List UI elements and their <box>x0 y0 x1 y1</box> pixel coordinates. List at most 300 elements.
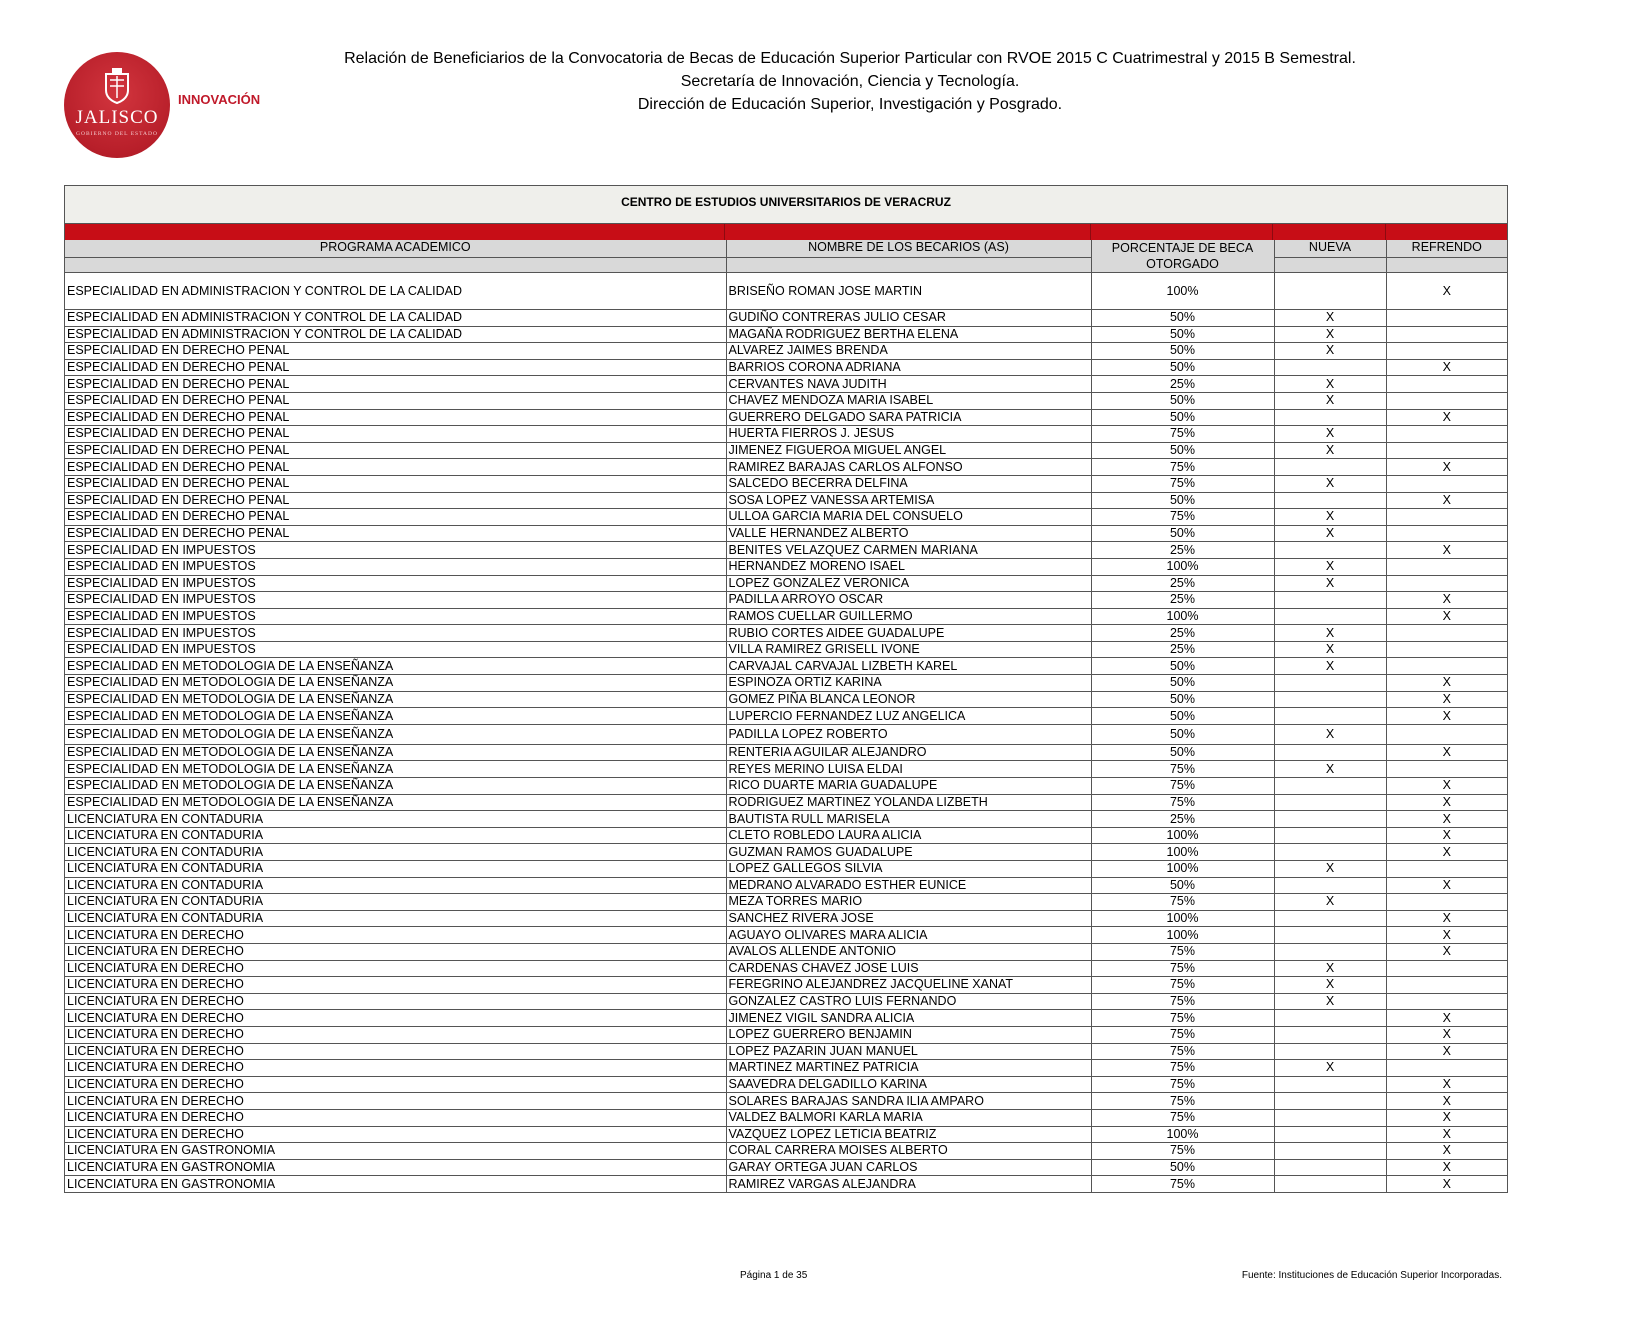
cell-porcentaje: 75% <box>1091 1176 1274 1193</box>
cell-nombre: LOPEZ PAZARIN JUAN MANUEL <box>726 1043 1091 1060</box>
cell-porcentaje: 75% <box>1091 943 1274 960</box>
cell-programa: LICENCIATURA EN CONTADURIA <box>65 877 726 894</box>
table-row <box>65 509 1507 526</box>
cell-refrendo: X <box>1386 459 1507 476</box>
cell-nombre: SALCEDO BECERRA DELFINA <box>726 475 1091 492</box>
cell-nueva: X <box>1274 761 1386 778</box>
cell-nombre: JIMENEZ FIGUEROA MIGUEL ANGEL <box>726 442 1091 459</box>
cell-programa: LICENCIATURA EN DERECHO <box>65 1026 726 1043</box>
cell-refrendo <box>1386 376 1507 393</box>
table-row <box>65 525 1507 542</box>
cell-nombre: RENTERIA AGUILAR ALEJANDRO <box>726 744 1091 761</box>
cell-porcentaje: 100% <box>1091 1126 1274 1143</box>
table-row <box>65 1176 1507 1193</box>
cell-refrendo <box>1386 724 1507 744</box>
cell-nombre: MAGAÑA RODRIGUEZ BERTHA ELENA <box>726 326 1091 343</box>
cell-nombre: BENITES VELAZQUEZ CARMEN MARIANA <box>726 542 1091 559</box>
cell-programa: LICENCIATURA EN DERECHO <box>65 1093 726 1110</box>
cell-nombre: SANCHEZ RIVERA JOSE <box>726 910 1091 927</box>
cell-programa: LICENCIATURA EN GASTRONOMIA <box>65 1143 726 1160</box>
cell-porcentaje: 100% <box>1091 608 1274 625</box>
cell-programa: ESPECIALIDAD EN IMPUESTOS <box>65 608 726 625</box>
table-row <box>65 542 1507 559</box>
cell-refrendo <box>1386 426 1507 443</box>
cell-nombre: LUPERCIO FERNANDEZ LUZ ANGELICA <box>726 708 1091 725</box>
cell-refrendo <box>1386 575 1507 592</box>
cell-porcentaje: 50% <box>1091 326 1274 343</box>
cell-programa: ESPECIALIDAD EN IMPUESTOS <box>65 625 726 642</box>
cell-nueva <box>1274 943 1386 960</box>
cell-nombre: SOSA LOPEZ VANESSA ARTEMISA <box>726 492 1091 509</box>
cell-refrendo <box>1386 525 1507 542</box>
cell-nombre: VALDEZ BALMORI KARLA MARIA <box>726 1109 1091 1126</box>
cell-nueva <box>1274 542 1386 559</box>
cell-porcentaje: 75% <box>1091 894 1274 911</box>
cell-nueva <box>1274 409 1386 426</box>
cell-porcentaje: 100% <box>1091 927 1274 944</box>
cell-porcentaje: 25% <box>1091 542 1274 559</box>
cell-nombre: MARTINEZ MARTINEZ PATRICIA <box>726 1060 1091 1077</box>
cell-porcentaje: 50% <box>1091 1159 1274 1176</box>
cell-nombre: MEDRANO ALVARADO ESTHER EUNICE <box>726 877 1091 894</box>
cell-programa: ESPECIALIDAD EN DERECHO PENAL <box>65 426 726 443</box>
cell-nombre: GOMEZ PIÑA BLANCA LEONOR <box>726 691 1091 708</box>
cell-porcentaje: 100% <box>1091 558 1274 575</box>
cell-refrendo <box>1386 326 1507 343</box>
cell-nueva <box>1274 1093 1386 1110</box>
cell-porcentaje: 25% <box>1091 641 1274 658</box>
table-row <box>65 794 1507 811</box>
cell-porcentaje: 75% <box>1091 960 1274 977</box>
table-row <box>65 442 1507 459</box>
cell-nombre: HERNANDEZ MORENO ISAEL <box>726 558 1091 575</box>
cell-programa: ESPECIALIDAD EN METODOLOGIA DE LA ENSEÑANZA <box>65 675 726 692</box>
page-number: Página 1 de 35 <box>740 1270 808 1281</box>
col-header-programa: PROGRAMA ACADEMICO <box>65 240 726 257</box>
table-row <box>65 811 1507 828</box>
cell-nueva: X <box>1274 475 1386 492</box>
cell-porcentaje: 75% <box>1091 1093 1274 1110</box>
table-row <box>65 691 1507 708</box>
table-row <box>65 409 1507 426</box>
cell-refrendo <box>1386 960 1507 977</box>
beneficiaries-table <box>65 240 1507 1193</box>
cell-nueva <box>1274 1176 1386 1193</box>
cell-nombre: GONZALEZ CASTRO LUIS FERNANDO <box>726 993 1091 1010</box>
red-band <box>65 224 1507 240</box>
cell-programa: ESPECIALIDAD EN METODOLOGIA DE LA ENSEÑANZA <box>65 761 726 778</box>
cell-programa: ESPECIALIDAD EN METODOLOGIA DE LA ENSEÑANZA <box>65 658 726 675</box>
cell-refrendo <box>1386 658 1507 675</box>
cell-nombre: RODRIGUEZ MARTINEZ YOLANDA LIZBETH <box>726 794 1091 811</box>
table-row <box>65 459 1507 476</box>
cell-programa: LICENCIATURA EN CONTADURIA <box>65 861 726 878</box>
table-row <box>65 658 1507 675</box>
cell-refrendo <box>1386 761 1507 778</box>
cell-refrendo <box>1386 1060 1507 1077</box>
cell-nombre: RAMIREZ BARAJAS CARLOS ALFONSO <box>726 459 1091 476</box>
cell-programa: LICENCIATURA EN CONTADURIA <box>65 811 726 828</box>
cell-nueva <box>1274 1109 1386 1126</box>
cell-nueva <box>1274 778 1386 795</box>
cell-refrendo <box>1386 861 1507 878</box>
table-header-spacer <box>65 257 1507 272</box>
cell-nueva <box>1274 1026 1386 1043</box>
cell-programa: LICENCIATURA EN DERECHO <box>65 1109 726 1126</box>
cell-nombre: ULLOA GARCIA MARIA DEL CONSUELO <box>726 509 1091 526</box>
cell-nueva: X <box>1274 575 1386 592</box>
table-row <box>65 1159 1507 1176</box>
cell-refrendo: X <box>1386 592 1507 609</box>
cell-nombre: AVALOS ALLENDE ANTONIO <box>726 943 1091 960</box>
cell-refrendo: X <box>1386 1176 1507 1193</box>
col-header-refrendo: REFRENDO <box>1386 240 1507 257</box>
cell-nueva <box>1274 1010 1386 1027</box>
cell-refrendo: X <box>1386 844 1507 861</box>
cell-nueva: X <box>1274 960 1386 977</box>
table-row <box>65 844 1507 861</box>
table-row <box>65 625 1507 642</box>
cell-programa: LICENCIATURA EN DERECHO <box>65 993 726 1010</box>
title-line-2: Secretaría de Innovación, Ciencia y Tecnología. <box>680 73 1020 90</box>
cell-porcentaje: 50% <box>1091 492 1274 509</box>
cell-refrendo: X <box>1386 691 1507 708</box>
cell-porcentaje: 75% <box>1091 1143 1274 1160</box>
cell-nueva <box>1274 1126 1386 1143</box>
cell-nombre: HUERTA FIERROS J. JESUS <box>726 426 1091 443</box>
table-row <box>65 943 1507 960</box>
cell-programa: ESPECIALIDAD EN IMPUESTOS <box>65 641 726 658</box>
cell-refrendo: X <box>1386 542 1507 559</box>
cell-nombre: GUERRERO DELGADO SARA PATRICIA <box>726 409 1091 426</box>
cell-nueva: X <box>1274 658 1386 675</box>
cell-programa: ESPECIALIDAD EN DERECHO PENAL <box>65 392 726 409</box>
cell-porcentaje: 75% <box>1091 1043 1274 1060</box>
cell-nueva <box>1274 1159 1386 1176</box>
cell-refrendo: X <box>1386 744 1507 761</box>
cell-programa: LICENCIATURA EN DERECHO <box>65 927 726 944</box>
cell-porcentaje: 25% <box>1091 592 1274 609</box>
cell-porcentaje: 75% <box>1091 977 1274 994</box>
col-header-porcentaje-line1: PORCENTAJE DE BECA <box>1111 241 1254 255</box>
cell-nombre: BAUTISTA RULL MARISELA <box>726 811 1091 828</box>
table-row <box>65 1026 1507 1043</box>
cell-nueva <box>1274 708 1386 725</box>
brand-innovacion: INNOVACIÓN <box>178 92 261 107</box>
table-row <box>65 1043 1507 1060</box>
col-header-nueva: NUEVA <box>1274 240 1386 257</box>
cell-nueva: X <box>1274 625 1386 642</box>
table-row <box>65 641 1507 658</box>
cell-nueva: X <box>1274 1060 1386 1077</box>
cell-programa: LICENCIATURA EN CONTADURIA <box>65 827 726 844</box>
cell-nueva <box>1274 927 1386 944</box>
cell-nueva <box>1274 359 1386 376</box>
table-row <box>65 558 1507 575</box>
logo-subtext: GOBIERNO DEL ESTADO <box>76 131 158 137</box>
cell-nombre: RAMIREZ VARGAS ALEJANDRA <box>726 1176 1091 1193</box>
cell-nueva <box>1274 1043 1386 1060</box>
cell-refrendo <box>1386 558 1507 575</box>
cell-nueva <box>1274 877 1386 894</box>
table-row <box>65 343 1507 360</box>
cell-refrendo <box>1386 641 1507 658</box>
cell-programa: ESPECIALIDAD EN METODOLOGIA DE LA ENSEÑANZA <box>65 724 726 744</box>
cell-refrendo: X <box>1386 811 1507 828</box>
cell-refrendo <box>1386 343 1507 360</box>
cell-nombre: VAZQUEZ LOPEZ LETICIA BEATRIZ <box>726 1126 1091 1143</box>
cell-nueva <box>1274 675 1386 692</box>
cell-programa: ESPECIALIDAD EN IMPUESTOS <box>65 592 726 609</box>
table-row <box>65 392 1507 409</box>
cell-refrendo: X <box>1386 1076 1507 1093</box>
cell-nombre: LOPEZ GUERRERO BENJAMIN <box>726 1026 1091 1043</box>
table-row <box>65 326 1507 343</box>
cell-porcentaje: 50% <box>1091 442 1274 459</box>
cell-nombre: LOPEZ GONZALEZ VERONICA <box>726 575 1091 592</box>
cell-porcentaje: 75% <box>1091 794 1274 811</box>
cell-programa: LICENCIATURA EN DERECHO <box>65 1076 726 1093</box>
col-header-nombre: NOMBRE DE LOS BECARIOS (AS) <box>726 240 1091 257</box>
table-row <box>65 1109 1507 1126</box>
cell-porcentaje: 75% <box>1091 1109 1274 1126</box>
cell-porcentaje: 75% <box>1091 761 1274 778</box>
cell-nueva: X <box>1274 525 1386 542</box>
table-row <box>65 1076 1507 1093</box>
cell-refrendo: X <box>1386 794 1507 811</box>
cell-nombre: BRISEÑO ROMAN JOSE MARTIN <box>726 273 1091 310</box>
cell-nombre: FEREGRINO ALEJANDREZ JACQUELINE XANAT <box>726 977 1091 994</box>
cell-porcentaje: 75% <box>1091 426 1274 443</box>
table-row <box>65 359 1507 376</box>
cell-refrendo <box>1386 509 1507 526</box>
cell-programa: ESPECIALIDAD EN IMPUESTOS <box>65 542 726 559</box>
cell-nombre: GARAY ORTEGA JUAN CARLOS <box>726 1159 1091 1176</box>
cell-porcentaje: 75% <box>1091 778 1274 795</box>
logo-name: JALISCO <box>75 107 159 128</box>
cell-programa: ESPECIALIDAD EN IMPUESTOS <box>65 558 726 575</box>
cell-nueva <box>1274 1143 1386 1160</box>
cell-refrendo <box>1386 894 1507 911</box>
cell-porcentaje: 75% <box>1091 1026 1274 1043</box>
cell-programa: LICENCIATURA EN DERECHO <box>65 1043 726 1060</box>
cell-programa: ESPECIALIDAD EN DERECHO PENAL <box>65 409 726 426</box>
cell-nombre: ESPINOZA ORTIZ KARINA <box>726 675 1091 692</box>
table-row <box>65 575 1507 592</box>
cell-porcentaje: 100% <box>1091 827 1274 844</box>
cell-nueva: X <box>1274 426 1386 443</box>
cell-nombre: CARDENAS CHAVEZ JOSE LUIS <box>726 960 1091 977</box>
cell-nueva: X <box>1274 724 1386 744</box>
cell-nueva <box>1274 744 1386 761</box>
institution-name: CENTRO DE ESTUDIOS UNIVERSITARIOS DE VERACRUZ <box>65 186 1507 224</box>
cell-nueva <box>1274 1076 1386 1093</box>
cell-nueva: X <box>1274 392 1386 409</box>
cell-programa: ESPECIALIDAD EN METODOLOGIA DE LA ENSEÑANZA <box>65 744 726 761</box>
cell-nombre: JIMENEZ VIGIL SANDRA ALICIA <box>726 1010 1091 1027</box>
cell-porcentaje: 50% <box>1091 675 1274 692</box>
cell-nueva <box>1274 273 1386 310</box>
cell-porcentaje: 75% <box>1091 509 1274 526</box>
cell-refrendo: X <box>1386 1026 1507 1043</box>
table-row <box>65 960 1507 977</box>
cell-nueva: X <box>1274 977 1386 994</box>
cell-porcentaje: 50% <box>1091 724 1274 744</box>
cell-nueva: X <box>1274 376 1386 393</box>
cell-refrendo: X <box>1386 675 1507 692</box>
cell-programa: LICENCIATURA EN CONTADURIA <box>65 894 726 911</box>
cell-porcentaje: 50% <box>1091 658 1274 675</box>
cell-programa: LICENCIATURA EN DERECHO <box>65 943 726 960</box>
cell-porcentaje: 25% <box>1091 376 1274 393</box>
table-row <box>65 426 1507 443</box>
cell-refrendo: X <box>1386 708 1507 725</box>
cell-nombre: VALLE HERNANDEZ ALBERTO <box>726 525 1091 542</box>
table-row <box>65 376 1507 393</box>
table-row <box>65 1010 1507 1027</box>
cell-programa: LICENCIATURA EN GASTRONOMIA <box>65 1176 726 1193</box>
cell-nombre: LOPEZ GALLEGOS SILVIA <box>726 861 1091 878</box>
table-row <box>65 608 1507 625</box>
cell-nueva <box>1274 794 1386 811</box>
cell-nueva <box>1274 459 1386 476</box>
cell-nueva <box>1274 910 1386 927</box>
cell-programa: LICENCIATURA EN CONTADURIA <box>65 844 726 861</box>
cell-refrendo <box>1386 475 1507 492</box>
cell-nombre: RICO DUARTE MARIA GUADALUPE <box>726 778 1091 795</box>
cell-refrendo <box>1386 442 1507 459</box>
cell-nueva <box>1274 492 1386 509</box>
table-row <box>65 592 1507 609</box>
cell-porcentaje: 50% <box>1091 877 1274 894</box>
table-row <box>65 475 1507 492</box>
cell-refrendo: X <box>1386 409 1507 426</box>
cell-programa: ESPECIALIDAD EN DERECHO PENAL <box>65 492 726 509</box>
source-note: Fuente: Instituciones de Educación Superior Incorporadas. <box>1241 1270 1502 1281</box>
jalisco-logo <box>64 52 170 158</box>
table-row <box>65 993 1507 1010</box>
cell-programa: ESPECIALIDAD EN ADMINISTRACION Y CONTROL DE LA CALIDAD <box>65 326 726 343</box>
cell-refrendo: X <box>1386 359 1507 376</box>
cell-porcentaje: 75% <box>1091 459 1274 476</box>
cell-nombre: SOLARES BARAJAS SANDRA ILIA AMPARO <box>726 1093 1091 1110</box>
cell-nombre: CORAL CARRERA MOISES ALBERTO <box>726 1143 1091 1160</box>
cell-nombre: VILLA RAMIREZ GRISELL IVONE <box>726 641 1091 658</box>
cell-refrendo: X <box>1386 1093 1507 1110</box>
table-row <box>65 273 1507 310</box>
cell-nombre: REYES MERINO LUISA ELDAI <box>726 761 1091 778</box>
cell-refrendo: X <box>1386 927 1507 944</box>
cell-porcentaje: 50% <box>1091 744 1274 761</box>
cell-nombre: RUBIO CORTES AIDEE GUADALUPE <box>726 625 1091 642</box>
cell-refrendo <box>1386 977 1507 994</box>
cell-porcentaje: 50% <box>1091 409 1274 426</box>
cell-programa: ESPECIALIDAD EN ADMINISTRACION Y CONTROL DE LA CALIDAD <box>65 310 726 327</box>
cell-refrendo <box>1386 625 1507 642</box>
cell-refrendo: X <box>1386 1159 1507 1176</box>
table-row <box>65 1143 1507 1160</box>
cell-porcentaje: 75% <box>1091 475 1274 492</box>
cell-nombre: AGUAYO OLIVARES MARA ALICIA <box>726 927 1091 944</box>
cell-nueva: X <box>1274 558 1386 575</box>
cell-refrendo: X <box>1386 608 1507 625</box>
cell-nueva <box>1274 844 1386 861</box>
table-row <box>65 977 1507 994</box>
cell-nombre: MEZA TORRES MARIO <box>726 894 1091 911</box>
cell-porcentaje: 50% <box>1091 359 1274 376</box>
col-header-porcentaje-line2: OTORGADO <box>1146 257 1219 271</box>
cell-porcentaje: 25% <box>1091 625 1274 642</box>
table-row <box>65 675 1507 692</box>
cell-nueva: X <box>1274 343 1386 360</box>
cell-nueva <box>1274 608 1386 625</box>
table-row <box>65 910 1507 927</box>
cell-porcentaje: 100% <box>1091 910 1274 927</box>
cell-programa: LICENCIATURA EN DERECHO <box>65 1126 726 1143</box>
cell-programa: ESPECIALIDAD EN METODOLOGIA DE LA ENSEÑANZA <box>65 794 726 811</box>
cell-refrendo <box>1386 310 1507 327</box>
cell-porcentaje: 50% <box>1091 310 1274 327</box>
table-row <box>65 861 1507 878</box>
cell-refrendo: X <box>1386 273 1507 310</box>
table-row <box>65 1060 1507 1077</box>
cell-programa: ESPECIALIDAD EN DERECHO PENAL <box>65 442 726 459</box>
table-row <box>65 778 1507 795</box>
cell-programa: ESPECIALIDAD EN DERECHO PENAL <box>65 376 726 393</box>
table-row <box>65 761 1507 778</box>
cell-programa: ESPECIALIDAD EN DERECHO PENAL <box>65 343 726 360</box>
cell-nueva: X <box>1274 509 1386 526</box>
table-row <box>65 894 1507 911</box>
cell-refrendo: X <box>1386 1109 1507 1126</box>
cell-refrendo: X <box>1386 827 1507 844</box>
cell-porcentaje: 100% <box>1091 861 1274 878</box>
cell-programa: ESPECIALIDAD EN DERECHO PENAL <box>65 459 726 476</box>
cell-porcentaje: 100% <box>1091 844 1274 861</box>
cell-nombre: CERVANTES NAVA JUDITH <box>726 376 1091 393</box>
table-row <box>65 744 1507 761</box>
cell-nombre: PADILLA LOPEZ ROBERTO <box>726 724 1091 744</box>
cell-nueva: X <box>1274 993 1386 1010</box>
cell-programa: ESPECIALIDAD EN IMPUESTOS <box>65 575 726 592</box>
cell-porcentaje: 50% <box>1091 691 1274 708</box>
cell-porcentaje: 75% <box>1091 1060 1274 1077</box>
cell-nombre: CLETO ROBLEDO LAURA ALICIA <box>726 827 1091 844</box>
table-row <box>65 310 1507 327</box>
cell-nombre: CARVAJAL CARVAJAL LIZBETH KAREL <box>726 658 1091 675</box>
cell-nueva: X <box>1274 641 1386 658</box>
cell-programa: LICENCIATURA EN CONTADURIA <box>65 910 726 927</box>
cell-nombre: PADILLA ARROYO OSCAR <box>726 592 1091 609</box>
cell-refrendo: X <box>1386 1010 1507 1027</box>
cell-programa: LICENCIATURA EN DERECHO <box>65 960 726 977</box>
beneficiaries-sheet <box>64 185 1508 1193</box>
cell-nombre: CHAVEZ MENDOZA MARIA ISABEL <box>726 392 1091 409</box>
cell-porcentaje: 50% <box>1091 525 1274 542</box>
cell-porcentaje: 75% <box>1091 993 1274 1010</box>
cell-nombre: GUDIÑO CONTRERAS JULIO CESAR <box>726 310 1091 327</box>
cell-nueva: X <box>1274 442 1386 459</box>
cell-programa: LICENCIATURA EN DERECHO <box>65 977 726 994</box>
cell-nueva: X <box>1274 894 1386 911</box>
cell-refrendo: X <box>1386 910 1507 927</box>
title-line-3: Dirección de Educación Superior, Investigación y Posgrado. <box>637 96 1063 113</box>
cell-programa: ESPECIALIDAD EN DERECHO PENAL <box>65 475 726 492</box>
title-line-1: Relación de Beneficiarios de la Convocatoria de Becas de Educación Superior Particular con RVOE 2015 C Cuatrimestral y 2015 B Semestral. <box>344 50 1356 67</box>
table-row <box>65 492 1507 509</box>
cell-programa: ESPECIALIDAD EN DERECHO PENAL <box>65 525 726 542</box>
table-row <box>65 1093 1507 1110</box>
